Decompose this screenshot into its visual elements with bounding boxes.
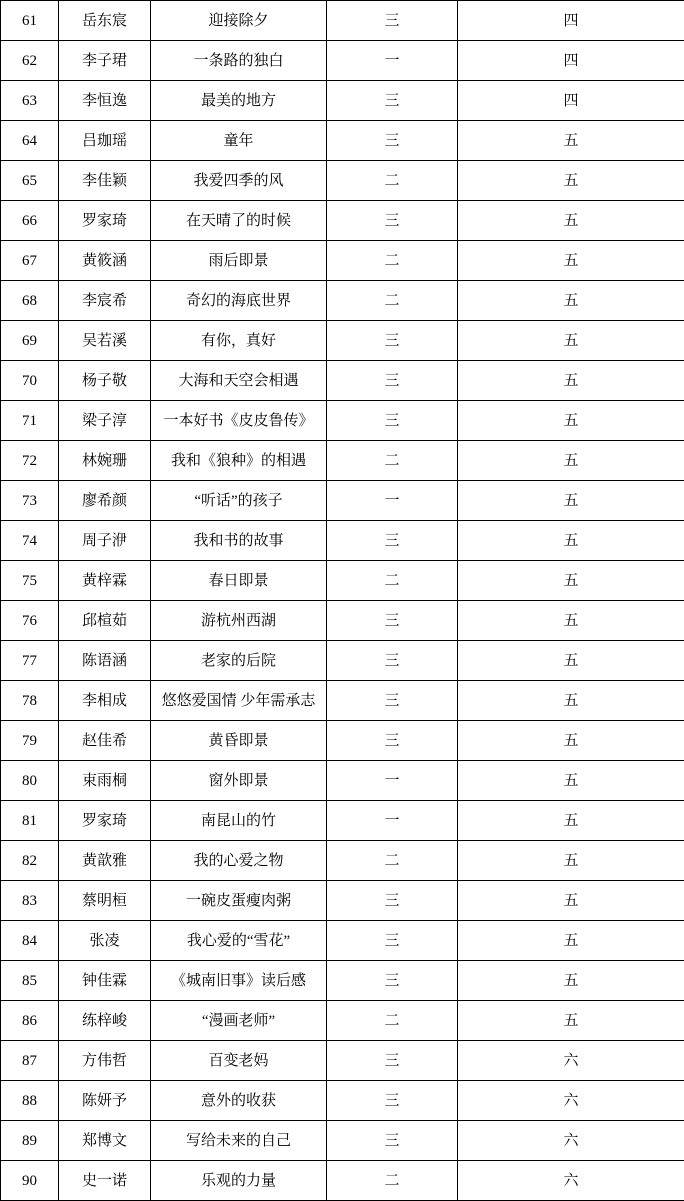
cell-title: 《城南旧事》读后感: [151, 961, 327, 1001]
cell-number: 88: [1, 1081, 59, 1121]
cell-name: 岳东宸: [59, 1, 151, 41]
cell-grade: 五: [458, 961, 684, 1001]
cell-grade: 五: [458, 641, 684, 681]
cell-name: 练梓峻: [59, 1001, 151, 1041]
cell-grade: 五: [458, 161, 684, 201]
cell-grade: 四: [458, 81, 684, 121]
cell-name: 吕珈瑶: [59, 121, 151, 161]
cell-grade: 五: [458, 761, 684, 801]
cell-grade: 五: [458, 1001, 684, 1041]
table-row: [1, 441, 684, 481]
cell-number: 87: [1, 1041, 59, 1081]
cell-award: 三: [327, 401, 458, 441]
cell-name: 邱楦茹: [59, 601, 151, 641]
cell-title: 在天晴了的时候: [151, 201, 327, 241]
cell-name: 黄筱涵: [59, 241, 151, 281]
cell-number: 76: [1, 601, 59, 641]
cell-grade: 四: [458, 1, 684, 41]
cell-number: 80: [1, 761, 59, 801]
cell-award: 三: [327, 81, 458, 121]
table-row: [1, 1121, 684, 1161]
cell-name: 郑博文: [59, 1121, 151, 1161]
cell-grade: 五: [458, 881, 684, 921]
cell-award: 二: [327, 281, 458, 321]
cell-name: 方伟哲: [59, 1041, 151, 1081]
table-row: [1, 921, 684, 961]
cell-number: 67: [1, 241, 59, 281]
cell-grade: 五: [458, 801, 684, 841]
cell-grade: 五: [458, 481, 684, 521]
cell-name: 陈语涵: [59, 641, 151, 681]
cell-name: 罗家琦: [59, 801, 151, 841]
cell-award: 二: [327, 841, 458, 881]
cell-title: 我和书的故事: [151, 521, 327, 561]
cell-grade: 五: [458, 601, 684, 641]
table-row: [1, 121, 684, 161]
cell-award: 二: [327, 241, 458, 281]
award-list-table-body: [1, 1, 684, 1201]
cell-number: 68: [1, 281, 59, 321]
cell-name: 束雨桐: [59, 761, 151, 801]
cell-award: 二: [327, 1161, 458, 1201]
cell-grade: 六: [458, 1041, 684, 1081]
cell-award: 三: [327, 921, 458, 961]
cell-name: 李佳颖: [59, 161, 151, 201]
cell-number: 89: [1, 1121, 59, 1161]
table-row: [1, 241, 684, 281]
table-row: [1, 281, 684, 321]
cell-title: 迎接除夕: [151, 1, 327, 41]
cell-name: 李宸希: [59, 281, 151, 321]
cell-name: 黄歆雅: [59, 841, 151, 881]
cell-title: 最美的地方: [151, 81, 327, 121]
cell-number: 65: [1, 161, 59, 201]
cell-award: 一: [327, 41, 458, 81]
cell-award: 一: [327, 761, 458, 801]
cell-number: 61: [1, 1, 59, 41]
cell-title: 百变老妈: [151, 1041, 327, 1081]
cell-number: 64: [1, 121, 59, 161]
cell-number: 71: [1, 401, 59, 441]
cell-name: 李相成: [59, 681, 151, 721]
cell-grade: 五: [458, 521, 684, 561]
cell-name: 赵佳希: [59, 721, 151, 761]
cell-award: 三: [327, 1121, 458, 1161]
cell-title: 我和《狼种》的相遇: [151, 441, 327, 481]
cell-title: 游杭州西湖: [151, 601, 327, 641]
cell-title: 奇幻的海底世界: [151, 281, 327, 321]
cell-award: 三: [327, 361, 458, 401]
table-row: [1, 841, 684, 881]
cell-grade: 五: [458, 201, 684, 241]
cell-number: 90: [1, 1161, 59, 1201]
table-row: [1, 681, 684, 721]
table-row: [1, 1081, 684, 1121]
cell-number: 72: [1, 441, 59, 481]
cell-award: 三: [327, 321, 458, 361]
table-row: [1, 561, 684, 601]
cell-name: 林婉珊: [59, 441, 151, 481]
cell-number: 85: [1, 961, 59, 1001]
cell-title: 一本好书《皮皮鲁传》: [151, 401, 327, 441]
cell-award: 三: [327, 881, 458, 921]
cell-award: 二: [327, 1001, 458, 1041]
cell-name: 周子洢: [59, 521, 151, 561]
cell-number: 74: [1, 521, 59, 561]
cell-title: 一碗皮蛋瘦肉粥: [151, 881, 327, 921]
cell-grade: 五: [458, 241, 684, 281]
cell-award: 三: [327, 1, 458, 41]
table-row: [1, 481, 684, 521]
cell-name: 李恒逸: [59, 81, 151, 121]
cell-grade: 五: [458, 321, 684, 361]
cell-name: 史一诺: [59, 1161, 151, 1201]
cell-award: 三: [327, 681, 458, 721]
cell-grade: 五: [458, 841, 684, 881]
cell-name: 杨子敬: [59, 361, 151, 401]
cell-grade: 六: [458, 1121, 684, 1161]
cell-award: 三: [327, 1081, 458, 1121]
cell-title: 意外的收获: [151, 1081, 327, 1121]
cell-grade: 五: [458, 401, 684, 441]
cell-number: 86: [1, 1001, 59, 1041]
cell-grade: 六: [458, 1161, 684, 1201]
cell-title: 我的心爱之物: [151, 841, 327, 881]
table-row: [1, 1041, 684, 1081]
cell-number: 63: [1, 81, 59, 121]
cell-name: 廖希颜: [59, 481, 151, 521]
table-row: [1, 81, 684, 121]
cell-grade: 四: [458, 41, 684, 81]
cell-number: 75: [1, 561, 59, 601]
table-row: [1, 721, 684, 761]
cell-grade: 五: [458, 681, 684, 721]
table-row: [1, 1001, 684, 1041]
cell-number: 84: [1, 921, 59, 961]
table-row: [1, 401, 684, 441]
cell-title: 南昆山的竹: [151, 801, 327, 841]
cell-number: 81: [1, 801, 59, 841]
cell-name: 陈妍予: [59, 1081, 151, 1121]
cell-title: 雨后即景: [151, 241, 327, 281]
cell-number: 82: [1, 841, 59, 881]
cell-title: 窗外即景: [151, 761, 327, 801]
cell-award: 三: [327, 521, 458, 561]
cell-name: 黄梓霖: [59, 561, 151, 601]
cell-number: 62: [1, 41, 59, 81]
cell-award: 三: [327, 641, 458, 681]
table-row: [1, 161, 684, 201]
cell-number: 69: [1, 321, 59, 361]
cell-grade: 五: [458, 721, 684, 761]
cell-award: 二: [327, 161, 458, 201]
cell-name: 梁子淳: [59, 401, 151, 441]
cell-award: 二: [327, 561, 458, 601]
cell-number: 66: [1, 201, 59, 241]
cell-title: 大海和天空会相遇: [151, 361, 327, 401]
table-row: [1, 881, 684, 921]
table-row: [1, 361, 684, 401]
cell-number: 70: [1, 361, 59, 401]
cell-grade: 五: [458, 281, 684, 321]
table-row: [1, 761, 684, 801]
cell-award: 三: [327, 601, 458, 641]
cell-title: 老家的后院: [151, 641, 327, 681]
cell-award: 三: [327, 1041, 458, 1081]
cell-award: 三: [327, 721, 458, 761]
table-row: [1, 601, 684, 641]
cell-name: 蔡明桓: [59, 881, 151, 921]
table-row: [1, 961, 684, 1001]
cell-name: 张凌: [59, 921, 151, 961]
cell-award: 二: [327, 441, 458, 481]
cell-number: 79: [1, 721, 59, 761]
cell-title: 乐观的力量: [151, 1161, 327, 1201]
table-row: [1, 641, 684, 681]
cell-award: 三: [327, 121, 458, 161]
cell-name: 李子珺: [59, 41, 151, 81]
cell-title: 悠悠爱国情 少年需承志: [151, 681, 327, 721]
cell-title: 我心爱的“雪花”: [151, 921, 327, 961]
cell-title: 我爱四季的风: [151, 161, 327, 201]
cell-title: 春日即景: [151, 561, 327, 601]
cell-title: 童年: [151, 121, 327, 161]
cell-title: 一条路的独白: [151, 41, 327, 81]
cell-title: 有你，真好: [151, 321, 327, 361]
table-row: [1, 801, 684, 841]
cell-grade: 五: [458, 441, 684, 481]
cell-name: 吴若溪: [59, 321, 151, 361]
cell-number: 83: [1, 881, 59, 921]
cell-award: 三: [327, 961, 458, 1001]
cell-name: 罗家琦: [59, 201, 151, 241]
table-row: [1, 321, 684, 361]
cell-grade: 六: [458, 1081, 684, 1121]
cell-title: 写给未来的自己: [151, 1121, 327, 1161]
cell-grade: 五: [458, 921, 684, 961]
cell-title: “听话”的孩子: [151, 481, 327, 521]
table-row: [1, 1, 684, 41]
cell-number: 77: [1, 641, 59, 681]
table-row: [1, 1161, 684, 1201]
cell-name: 钟佳霖: [59, 961, 151, 1001]
cell-number: 78: [1, 681, 59, 721]
cell-grade: 五: [458, 561, 684, 601]
cell-award: 一: [327, 481, 458, 521]
cell-grade: 五: [458, 121, 684, 161]
cell-number: 73: [1, 481, 59, 521]
cell-award: 三: [327, 201, 458, 241]
cell-title: “漫画老师”: [151, 1001, 327, 1041]
cell-title: 黄昏即景: [151, 721, 327, 761]
cell-award: 一: [327, 801, 458, 841]
table-row: [1, 201, 684, 241]
table-row: [1, 521, 684, 561]
table-row: [1, 41, 684, 81]
cell-grade: 五: [458, 361, 684, 401]
